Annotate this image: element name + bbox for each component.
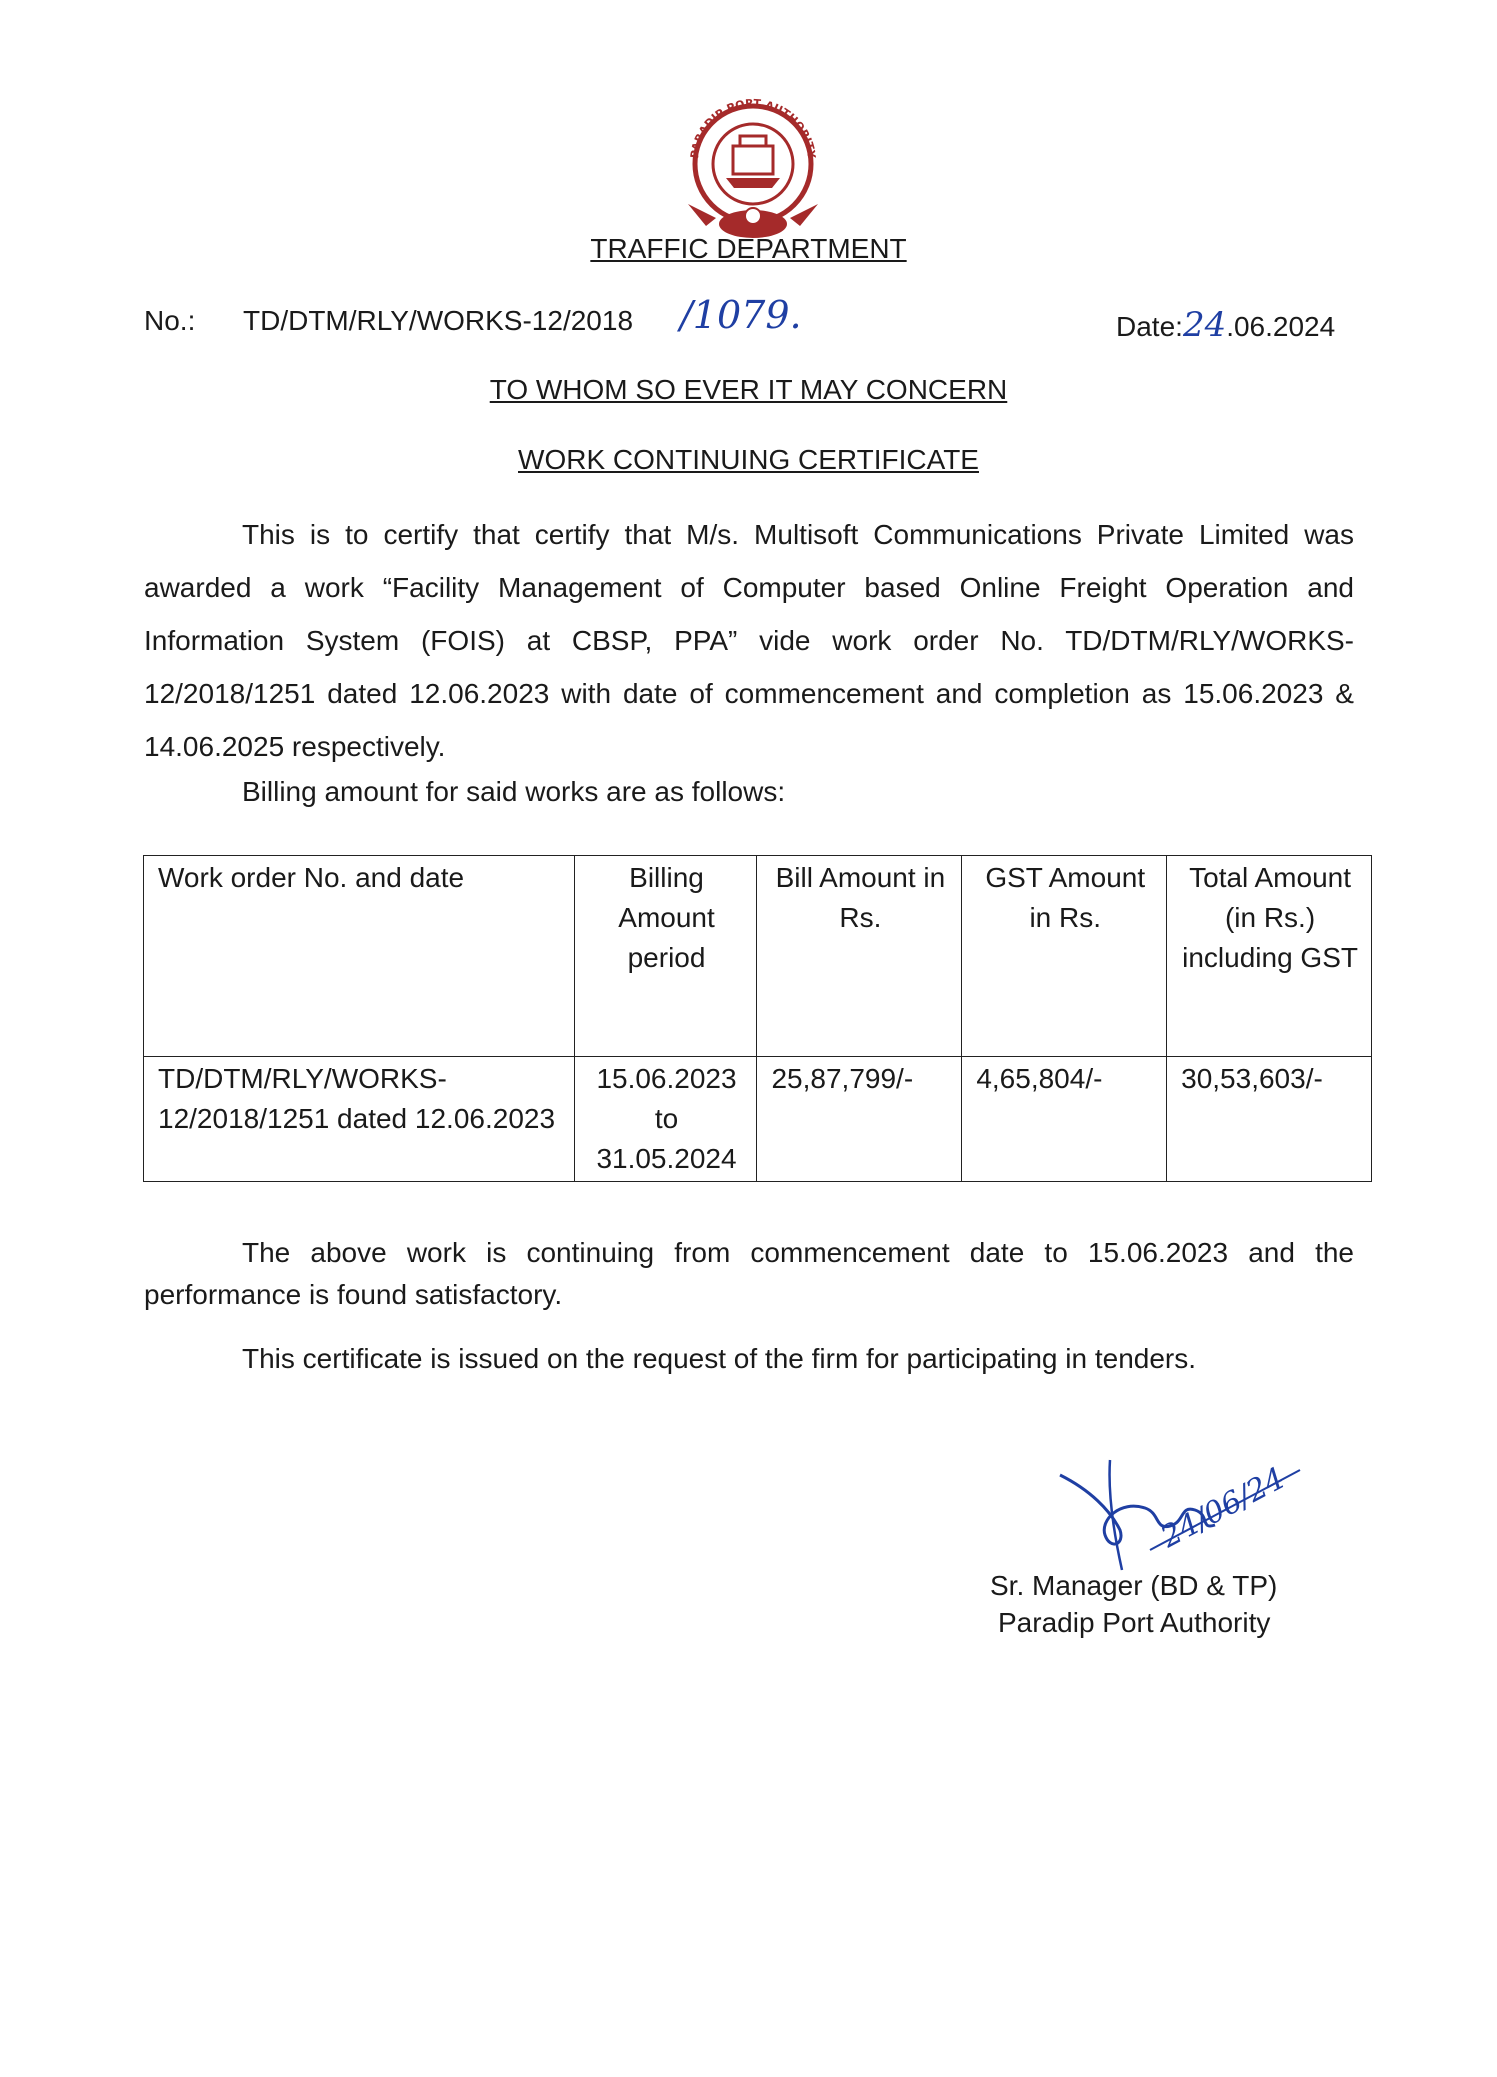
cell-total-amount: 30,53,603/- — [1167, 1057, 1372, 1182]
signatory-designation: Sr. Manager (BD & TP) — [990, 1570, 1278, 1601]
svg-text:24/06/24: 24/06/24 — [1155, 1460, 1291, 1556]
billing-table — [143, 855, 1372, 1182]
billing-intro: Billing amount for said works are as follows: — [242, 776, 786, 807]
paradip-port-seal — [676, 96, 830, 246]
certificate-body-paragraph: This is to certify that certify that M/s. Multisoft Communications Private Limited was awarded a work “Facility Management of Computer based Online Freight Operation and Information System (FOIS) at CBSP, PPA” vide work order No. TD/DTM/RLY/WORKS-12/2018/1251 dated 12.06.2023 with date of commencement and completion as 15.06.2023 & 14.06.2025 respectively. — [144, 519, 1354, 762]
handwritten-signature — [1050, 1430, 1320, 1580]
table-header-row — [144, 856, 1372, 1057]
to-whom-heading: TO WHOM SO EVER IT MAY CONCERN — [489, 374, 1008, 405]
department-heading: TRAFFIC DEPARTMENT — [590, 233, 907, 264]
date-line — [1116, 305, 1335, 345]
header-total-amount: Total Amount (in Rs.) including GST — [1167, 856, 1372, 1057]
header-bill-amount: Bill Amount in Rs. — [757, 856, 962, 1057]
signatory-organization: Paradip Port Authority — [998, 1607, 1271, 1638]
reference-label: No.: — [144, 305, 196, 336]
header-gst-amount: GST Amount in Rs. — [962, 856, 1167, 1057]
performance-paragraph: The above work is continuing from commencement date to 15.06.2023 and the performance is found satisfactory. — [144, 1237, 1354, 1310]
date-day-handwritten: 24 — [1182, 305, 1227, 345]
cell-billing-period: 15.06.2023 to 31.05.2024 — [574, 1057, 757, 1182]
header-work-order: Work order No. and date — [144, 856, 575, 1057]
certificate-title: WORK CONTINUING CERTIFICATE — [518, 444, 979, 475]
reference-handwritten-number: /1079. — [680, 293, 802, 337]
cell-bill-amount: 25,87,799/- — [757, 1057, 962, 1182]
cell-gst-amount: 4,65,804/- — [962, 1057, 1167, 1182]
reference-number: TD/DTM/RLY/WORKS-12/2018 — [243, 305, 634, 336]
issuance-paragraph: This certificate is issued on the request of the firm for participating in tenders. — [242, 1343, 1197, 1374]
date-rest: .06.2024 — [1226, 311, 1336, 342]
cell-work-order: TD/DTM/RLY/WORKS-12/2018/1251 dated 12.06.2023 — [144, 1057, 575, 1182]
table-row — [144, 1057, 1372, 1182]
date-label: Date: — [1116, 311, 1183, 342]
svg-text:PARADIP PORT AUTHORITY: PARADIP PORT AUTHORITY — [688, 96, 818, 160]
header-billing-period: Billing Amount period — [574, 856, 757, 1057]
